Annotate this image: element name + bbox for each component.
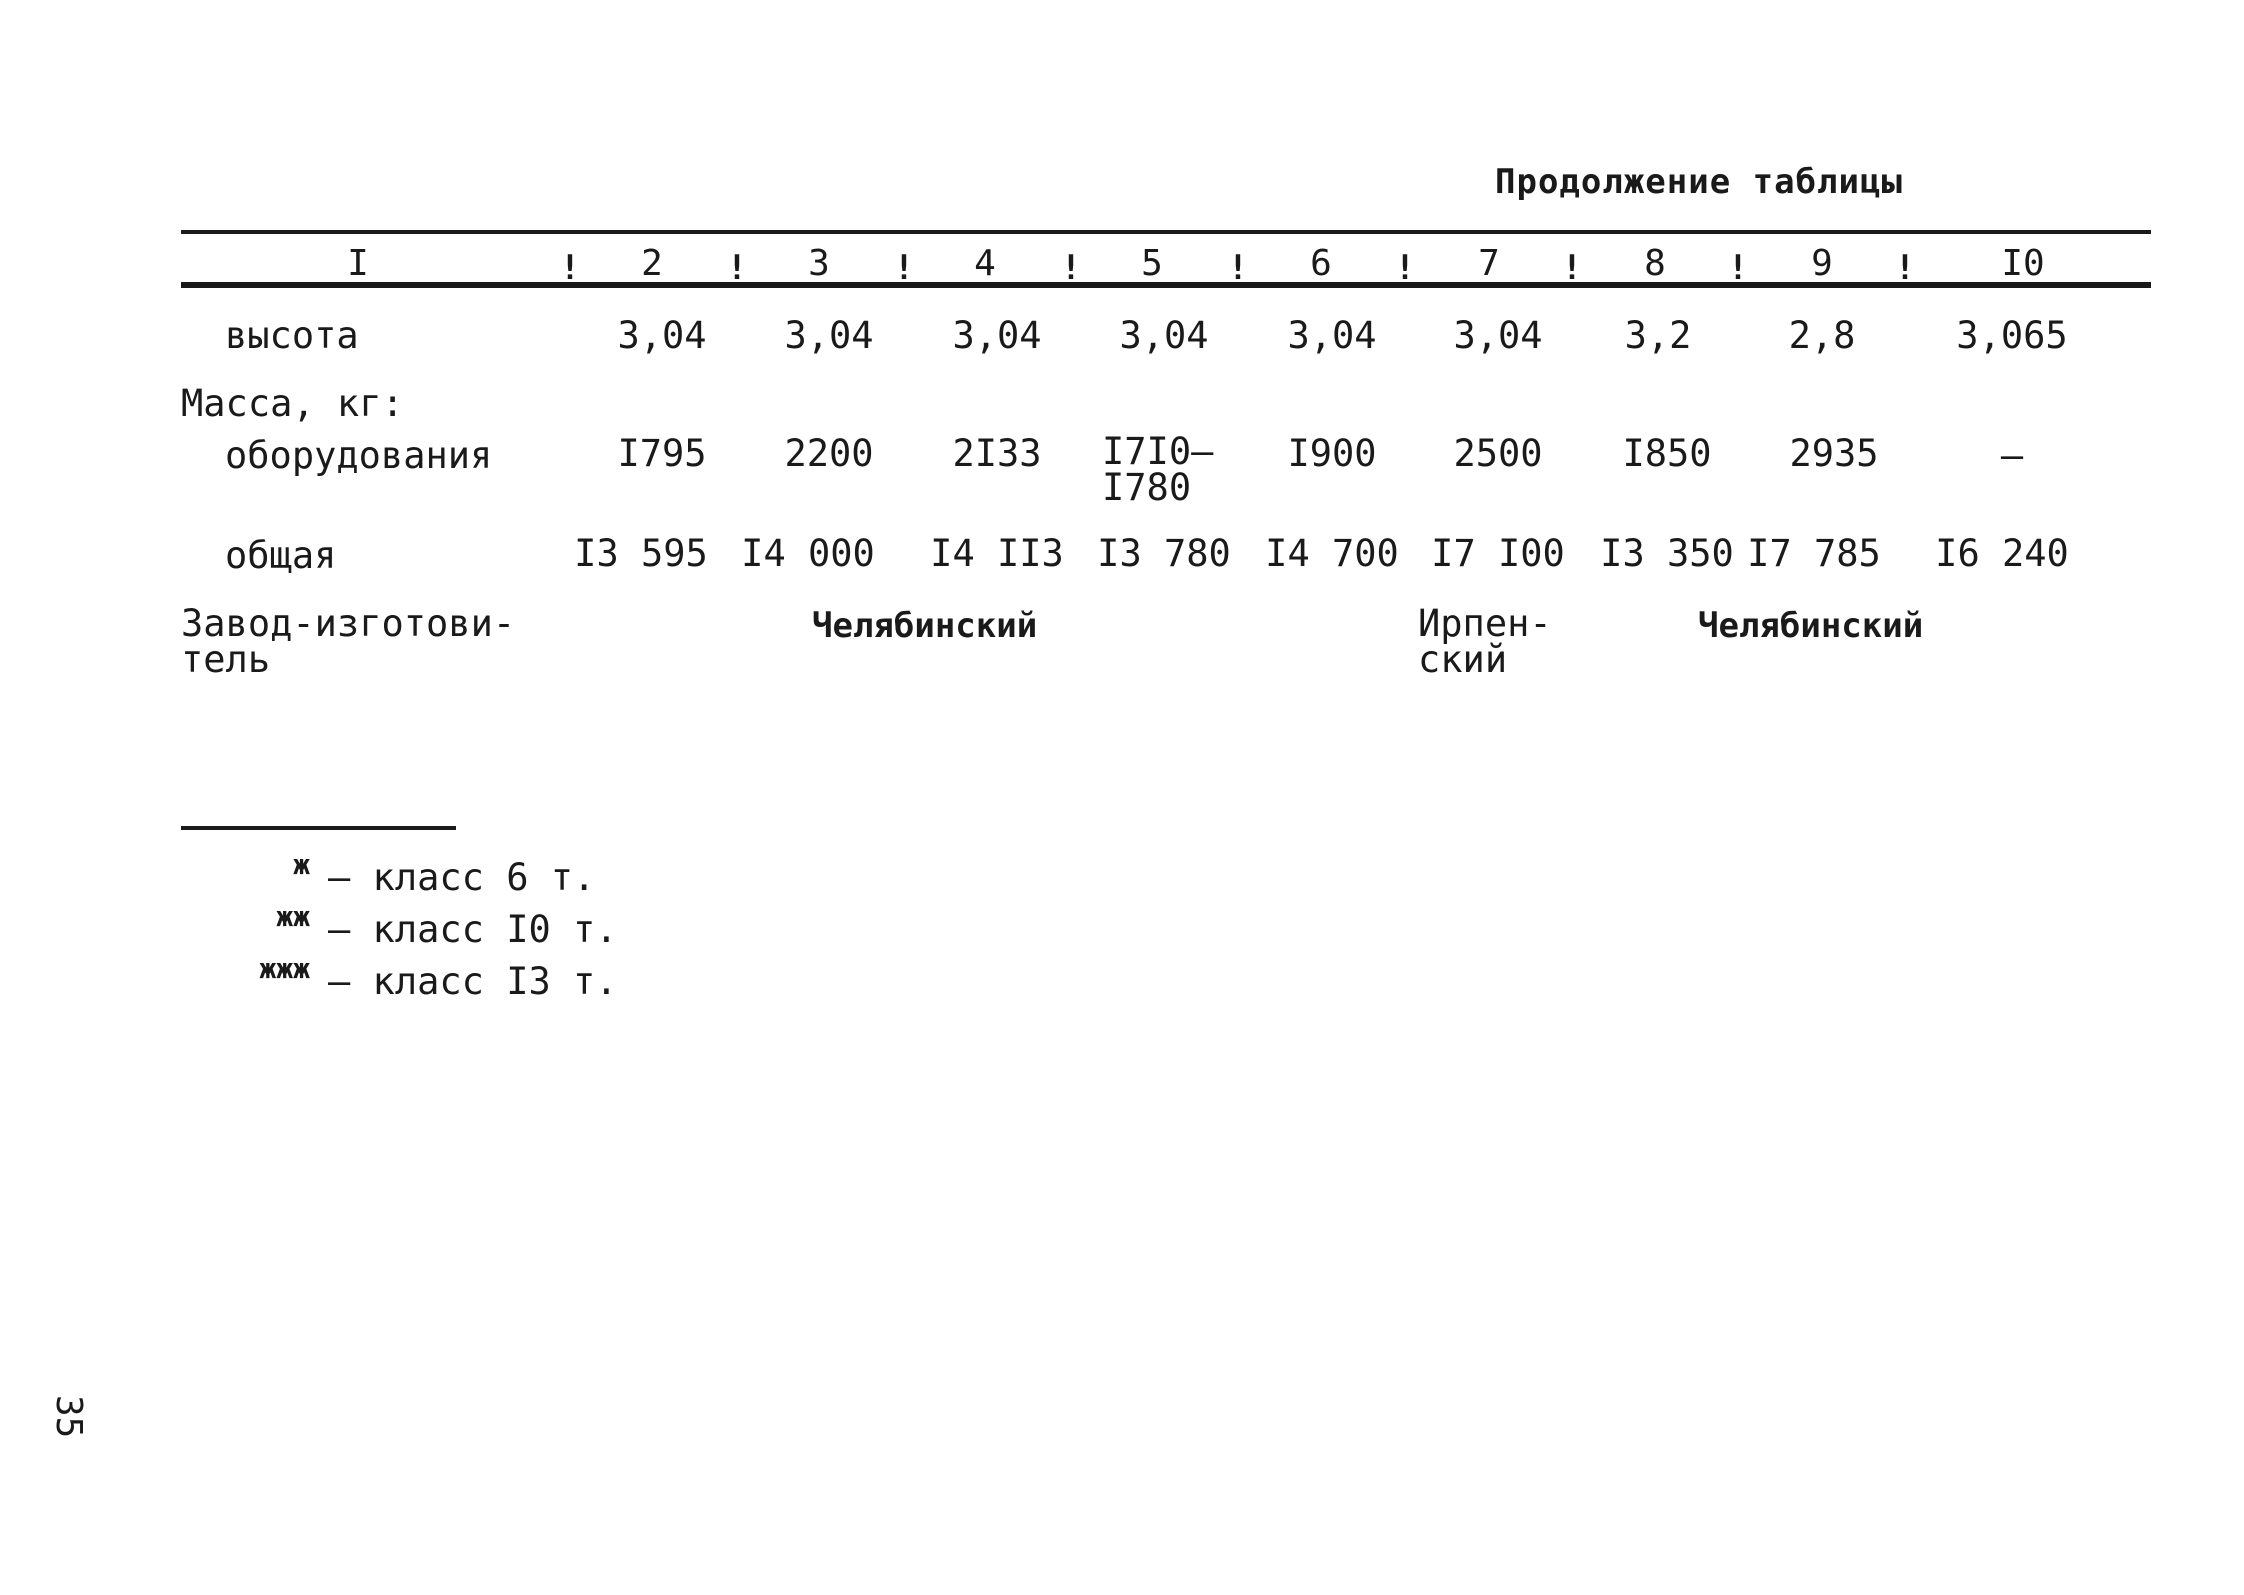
table-cell: 2500 <box>1453 432 1543 475</box>
column-separator: ! <box>1060 248 1082 288</box>
cell-line: I780 <box>1102 466 1192 509</box>
table-header-rule <box>181 282 2151 288</box>
footnote-text: – класс 6 т. <box>328 856 596 899</box>
footnote-mark: ж <box>293 848 310 881</box>
manufacturer-chelyabinsk: Челябинский <box>1698 606 1924 646</box>
label-line: Завод-изготови- <box>181 602 516 645</box>
label-line: тель <box>181 638 271 681</box>
mass-heading: Масса, кг: <box>181 382 404 425</box>
cell-line: ский <box>1418 638 1508 681</box>
table-cell: I4 II3 <box>930 532 1064 575</box>
table-cell: 2I33 <box>952 432 1042 475</box>
table-cell <box>1102 430 1214 509</box>
table-cell: – <box>2000 434 2024 477</box>
column-header: 6 <box>1310 243 1332 284</box>
table-cell: I3 350 <box>1600 532 1734 575</box>
table-cell: I3 780 <box>1097 532 1231 575</box>
footnote-text: – класс I3 т. <box>328 960 618 1003</box>
column-header: 3 <box>808 243 830 284</box>
column-header: 4 <box>974 243 996 284</box>
table-cell: 3,04 <box>617 314 707 357</box>
table-cell: 3,04 <box>1287 314 1377 357</box>
manufacturer-irpen <box>1418 602 1552 681</box>
column-separator: ! <box>1894 248 1916 288</box>
table-cell: 3,04 <box>1119 314 1209 357</box>
column-separator: ! <box>1727 248 1749 288</box>
column-separator: ! <box>559 248 581 288</box>
table-cell: I3 595 <box>574 532 708 575</box>
column-separator: ! <box>1561 248 1583 288</box>
row-label <box>181 602 516 681</box>
footnote-mark: жж <box>276 900 310 933</box>
table-caption: Продолжение таблицы <box>1495 162 1903 202</box>
table-cell: I7 I00 <box>1431 532 1565 575</box>
column-header: 5 <box>1141 243 1163 284</box>
row-label: оборудования <box>225 434 493 477</box>
table-cell: I900 <box>1287 432 1377 475</box>
column-separator: ! <box>1394 248 1416 288</box>
column-separator: ! <box>726 248 748 288</box>
footnote-rule <box>181 826 456 830</box>
column-header: 2 <box>641 243 663 284</box>
page-number: 35 <box>48 1395 89 1439</box>
table-cell: I4 000 <box>741 532 875 575</box>
footnote-mark: жжж <box>259 952 310 985</box>
table-cell: 3,2 <box>1624 314 1692 357</box>
table-top-rule <box>181 230 2151 234</box>
table-cell: 2935 <box>1789 432 1879 475</box>
column-header: I0 <box>2001 243 2045 284</box>
column-header: 7 <box>1478 243 1500 284</box>
table-cell: 2,8 <box>1788 314 1856 357</box>
row-label: высота <box>225 314 359 357</box>
column-separator: ! <box>1227 248 1249 288</box>
table-cell: 3,04 <box>1453 314 1543 357</box>
table-cell: I7 785 <box>1747 532 1881 575</box>
table-cell: I6 240 <box>1935 532 2069 575</box>
table-cell: 3,04 <box>784 314 874 357</box>
column-header: I <box>347 243 369 284</box>
row-label: общая <box>225 534 337 577</box>
table-cell: I850 <box>1622 432 1712 475</box>
cell-line: I7I0– <box>1102 430 1214 473</box>
table-cell: 3,065 <box>1956 314 2068 357</box>
column-separator: ! <box>893 248 915 288</box>
table-cell: 3,04 <box>952 314 1042 357</box>
cell-line: Ирпен- <box>1418 602 1552 645</box>
table-cell: I4 700 <box>1265 532 1399 575</box>
manufacturer-chelyabinsk: Челябинский <box>812 606 1038 646</box>
column-header: 9 <box>1811 243 1833 284</box>
table-cell: 2200 <box>784 432 874 475</box>
column-header: 8 <box>1644 243 1666 284</box>
footnote-text: – класс I0 т. <box>328 908 618 951</box>
table-cell: I795 <box>617 432 707 475</box>
